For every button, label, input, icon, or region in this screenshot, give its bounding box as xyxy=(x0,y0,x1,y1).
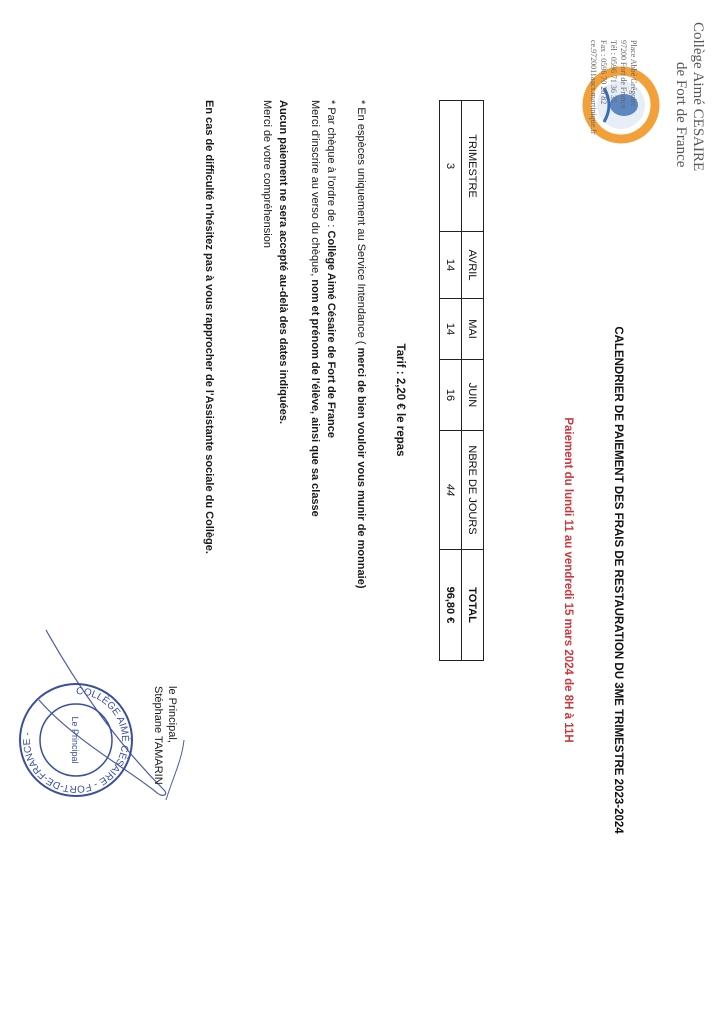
instruction-cheque xyxy=(324,100,338,438)
address-line: Place Abbé Grégoire xyxy=(629,40,638,107)
address-line: Fax : 0596 70 28 82 xyxy=(599,40,608,105)
signature-role: le Principal, xyxy=(166,686,178,743)
col-header-avril: AVRIL xyxy=(462,232,484,299)
cheque-bold: Collège Aimé Césaire de Fort de France xyxy=(325,230,337,438)
col-header-nbre-jours: NBRE DE JOURS xyxy=(462,431,484,550)
payment-table xyxy=(439,100,484,661)
col-header-mai: MAI xyxy=(462,299,484,360)
especes-text: * En espèces uniquement au Service Intendance ( xyxy=(355,100,367,348)
address-line: 97200 Fort de France xyxy=(619,40,628,109)
official-stamp-icon xyxy=(16,680,136,800)
instruction-verso xyxy=(308,100,322,517)
school-name xyxy=(672,22,706,232)
cell-avril: 14 xyxy=(440,232,462,299)
cheque-text: * Par chèque à l'ordre de : xyxy=(325,100,337,231)
signature-name: Stéphane TAMARIN xyxy=(152,686,164,785)
col-header-juin: JUIN xyxy=(462,360,484,431)
address-line: ce.9720011aacs.martinique.fr xyxy=(589,40,598,135)
cell-total: 96,80 € xyxy=(440,550,462,661)
payment-dates: Paiement du lundi 11 au vendredi 15 mars 2024 de 8H à 11H xyxy=(562,417,574,743)
col-header-total: TOTAL xyxy=(462,550,484,661)
col-header-trimestre: TRIMESTRE xyxy=(462,101,484,232)
school-name-line1: Collège Aimé CESAIRE xyxy=(690,22,706,172)
school-name-line2: de Fort de France xyxy=(673,62,689,168)
table-header-row xyxy=(462,101,484,661)
cell-trimestre: 3 xyxy=(440,101,462,232)
meal-price: Tarif : 2,20 € le repas xyxy=(394,343,406,457)
verso-text: Merci d'inscrire au verso du chèque, xyxy=(309,100,321,280)
stamp-outer-text: COLLÈGE AIMÉ CÉSAIRE - FORT-DE-FRANCE - xyxy=(21,685,131,795)
cell-nbre-jours: 44 xyxy=(440,431,462,550)
instruction-merci: Merci de votre compréhension xyxy=(261,100,273,248)
stamp-inner-text: Le Principal xyxy=(70,716,80,764)
instruction-especes xyxy=(354,100,368,588)
cell-mai: 14 xyxy=(440,299,462,360)
cell-juin: 16 xyxy=(440,360,462,431)
verso-bold: nom et prénom de l'élève, ainsi que sa classe xyxy=(309,279,321,517)
document-title: CALENDRIER DE PAIEMENT DES FRAIS DE RESTAURATION DU 3ME TRIMESTRE 2023-2024 xyxy=(612,326,624,834)
address-line: Tél : 0596 71 36 35 xyxy=(609,40,618,103)
table-row xyxy=(440,101,462,661)
instruction-difficulte: En cas de difficulté n'hésitez pas à vous rapprocher de l'Assistante sociale du Collège. xyxy=(203,100,215,554)
instruction-aucun: Aucun paiement ne sera accepté au-delà des dates indiquées. xyxy=(277,100,289,425)
especes-bold: merci de bien vouloir vous munir de monnaie) xyxy=(355,347,367,589)
